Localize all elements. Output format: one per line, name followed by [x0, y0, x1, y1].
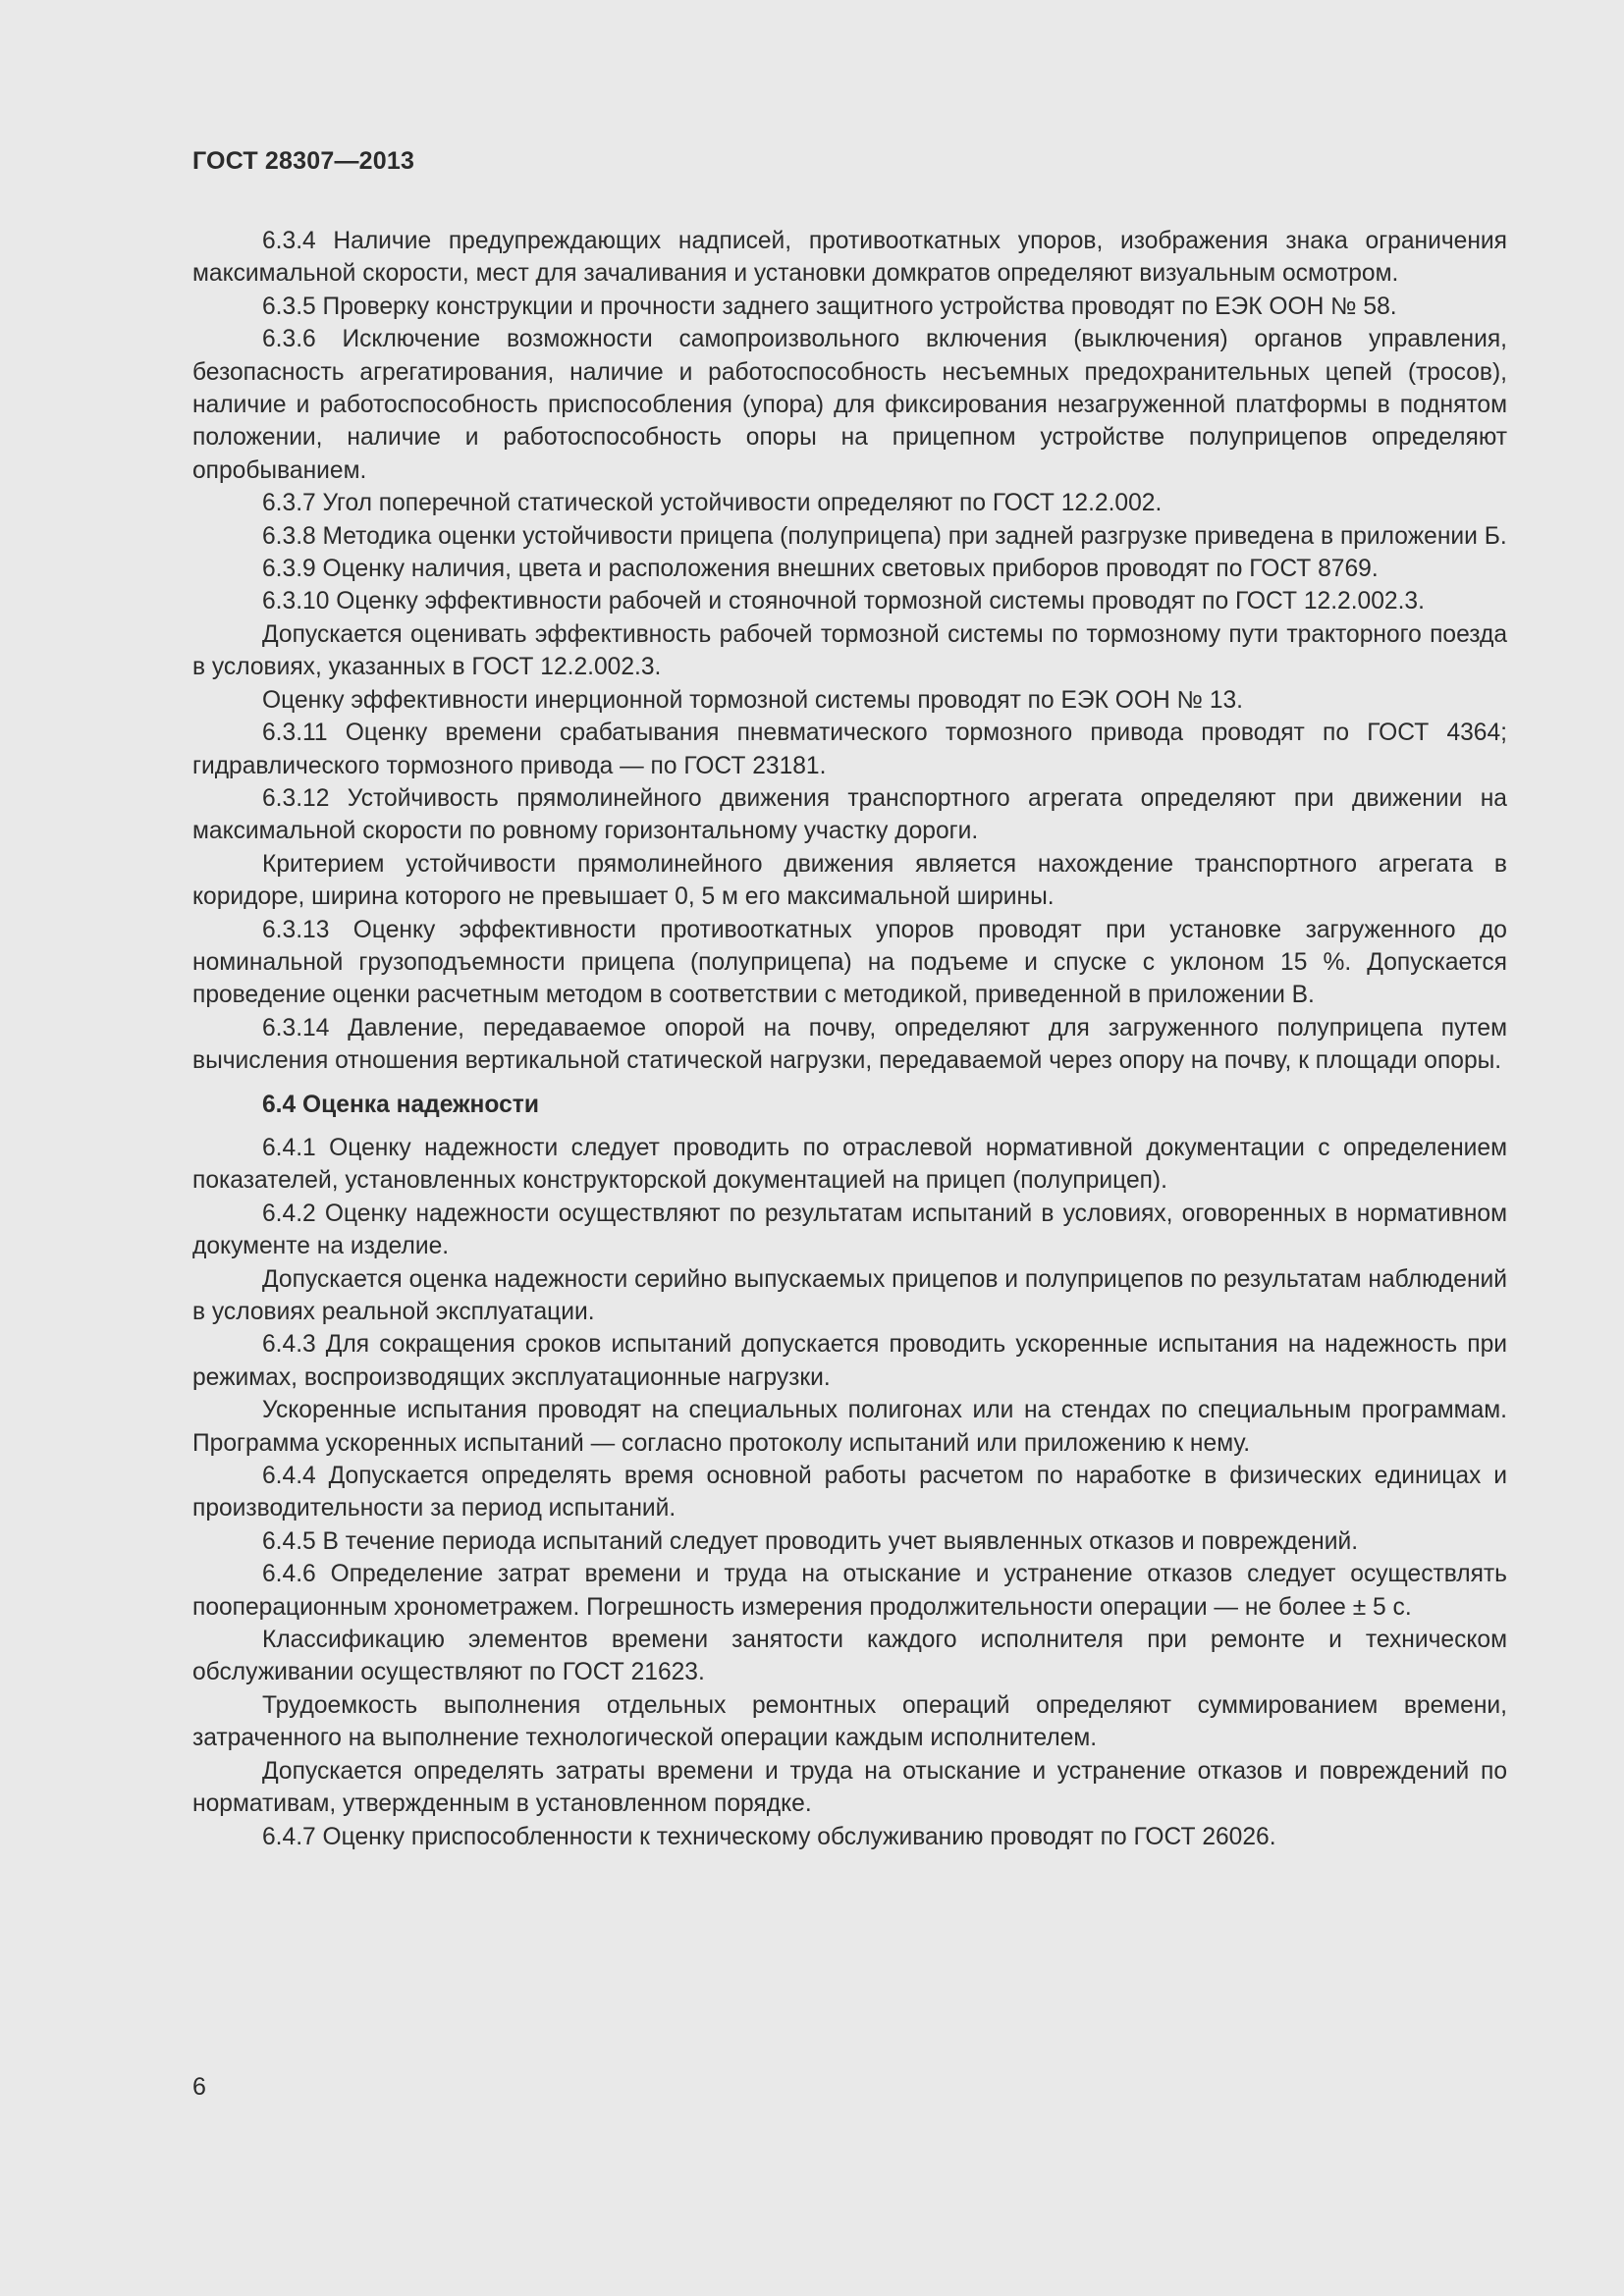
paragraph-6-4-3-note: Ускоренные испытания проводят на специальных полигонах или на стендах по специальным программам. Программа ускоренных испытаний — согласно протоколу испытаний или приложению к нему.: [192, 1397, 1507, 1457]
paragraph-6-3-7: 6.3.7 Угол поперечной статической устойчивости определяют по ГОСТ 12.2.002.: [262, 490, 1163, 517]
paragraph-6-4-4: 6.4.4 Допускается определять время основной работы расчетом по наработке в физических единицах и производительности за период испытаний.: [192, 1463, 1507, 1522]
paragraph-6-3-10-note-2: Оценку эффективности инерционной тормозной системы проводят по ЕЭК ООН № 13.: [262, 686, 1244, 714]
paragraph-6-3-8: 6.3.8 Методика оценки устойчивости прицепа (полуприцепа) при задней разгрузке приведена в приложении Б.: [262, 522, 1507, 550]
paragraph-6-3-10-note-1: Допускается оценивать эффективность рабочей тормозной системы по тормозному пути тракторного поезда в условиях, указанных в ГОСТ 12.2.002.3.: [192, 620, 1507, 681]
paragraph-6-4-5: 6.4.5 В течение периода испытаний следует проводить учет выявленных отказов и повреждений.: [262, 1527, 1359, 1555]
paragraph-6-3-12-note: Критерием устойчивости прямолинейного движения является нахождение транспортного агрегата в коридоре, ширина которого не превышает 0, 5 м его максимальной ширины.: [192, 850, 1507, 911]
paragraph-6-4-6-note-1: Классификацию элементов времени занятости каждого исполнителя при ремонте и техническом обслуживании осуществляют по ГОСТ 21623.: [192, 1627, 1507, 1686]
paragraph-6-3-10: 6.3.10 Оценку эффективности рабочей и стояночной тормозной системы проводят по ГОСТ 12.2.002.3.: [262, 588, 1425, 615]
document-header: ГОСТ 28307—2013: [192, 147, 415, 175]
paragraph-6-4-3: 6.4.3 Для сокращения сроков испытаний допускается проводить ускоренные испытания на надежность при режимах, воспроизводящих эксплуатационные нагрузки.: [192, 1331, 1507, 1391]
paragraph-6-4-2-note: Допускается оценка надежности серийно выпускаемых прицепов и полуприцепов по результатам наблюдений в условиях реальной эксплуатации.: [192, 1265, 1507, 1325]
paragraph-6-3-13: 6.3.13 Оценку эффективности противооткатных упоров проводят при установке загруженного до номинальной грузоподъемности прицепа (полуприцепа) на подъеме и спуске с уклоном 15 %. Допускается проведение оценки расчетным методом в соответствии с методикой, приведенной в приложении В.: [192, 916, 1507, 1009]
paragraph-6-4-6: 6.4.6 Определение затрат времени и труда на отыскание и устранение отказов следует осуществлять пооперационным хронометражем. Погрешность измерения продолжительности операции — не более ± 5 с.: [192, 1561, 1507, 1621]
paragraph-6-4-1: 6.4.1 Оценку надежности следует проводить по отраслевой нормативной документации с определением показателей, установленных конструкторской документацией на прицеп (полуприцеп).: [192, 1134, 1507, 1195]
paragraph-6-3-4: 6.3.4 Наличие предупреждающих надписей, противооткатных упоров, изображения знака ограничения максимальной скорости, мест для зачаливания и установки домкратов определяют визуальным осмотром.: [192, 228, 1507, 288]
paragraph-6-3-5: 6.3.5 Проверку конструкции и прочности заднего защитного устройства проводят по ЕЭК ООН № 58.: [262, 293, 1397, 320]
document-body: [192, 225, 1507, 1853]
paragraph-6-3-11: 6.3.11 Оценку времени срабатывания пневматического тормозного привода проводят по ГОСТ 4364; гидравлического тормозного привода — по ГОСТ 23181.: [192, 720, 1507, 779]
paragraph-6-3-14: 6.3.14 Давление, передаваемое опорой на почву, определяют для загруженного полуприцепа путем вычисления отношения вертикальной статической нагрузки, передаваемой через опору на почву, к площади опоры.: [192, 1014, 1507, 1075]
paragraph-6-3-9: 6.3.9 Оценку наличия, цвета и расположения внешних световых приборов проводят по ГОСТ 8769.: [262, 556, 1379, 583]
paragraph-6-4-6-note-3: Допускается определять затраты времени и труда на отыскание и устранение отказов и повреждений по нормативам, утвержденным в установленном порядке.: [192, 1757, 1507, 1818]
paragraph-6-4-2: 6.4.2 Оценку надежности осуществляют по результатам испытаний в условиях, оговоренных в нормативном документе на изделие.: [192, 1200, 1507, 1260]
section-title: 6.4 Оценка надежности: [262, 1091, 539, 1118]
paragraph-6-3-12: 6.3.12 Устойчивость прямолинейного движения транспортного агрегата определяют при движении на максимальной скорости по ровному горизонтальному участку дороги.: [192, 784, 1507, 845]
page-number: 6: [192, 2073, 206, 2101]
paragraph-6-3-6: 6.3.6 Исключение возможности самопроизвольного включения (выключения) органов управления, безопасность агрегатирования, наличие и работоспособность несъемных предохранительных цепей (тросов), наличие и работоспособность приспособления (упора) для фиксирования незагруженной платформы в поднятом положении, наличие и работоспособность опоры на прицепном устройстве полуприцепов определяют опробыванием.: [192, 326, 1507, 484]
paragraph-6-4-7: 6.4.7 Оценку приспособленности к техническому обслуживанию проводят по ГОСТ 26026.: [262, 1823, 1276, 1850]
paragraph-6-4-6-note-2: Трудоемкость выполнения отдельных ремонтных операций определяют суммированием времени, затраченного на выполнение технологической операции каждым исполнителем.: [192, 1691, 1507, 1752]
